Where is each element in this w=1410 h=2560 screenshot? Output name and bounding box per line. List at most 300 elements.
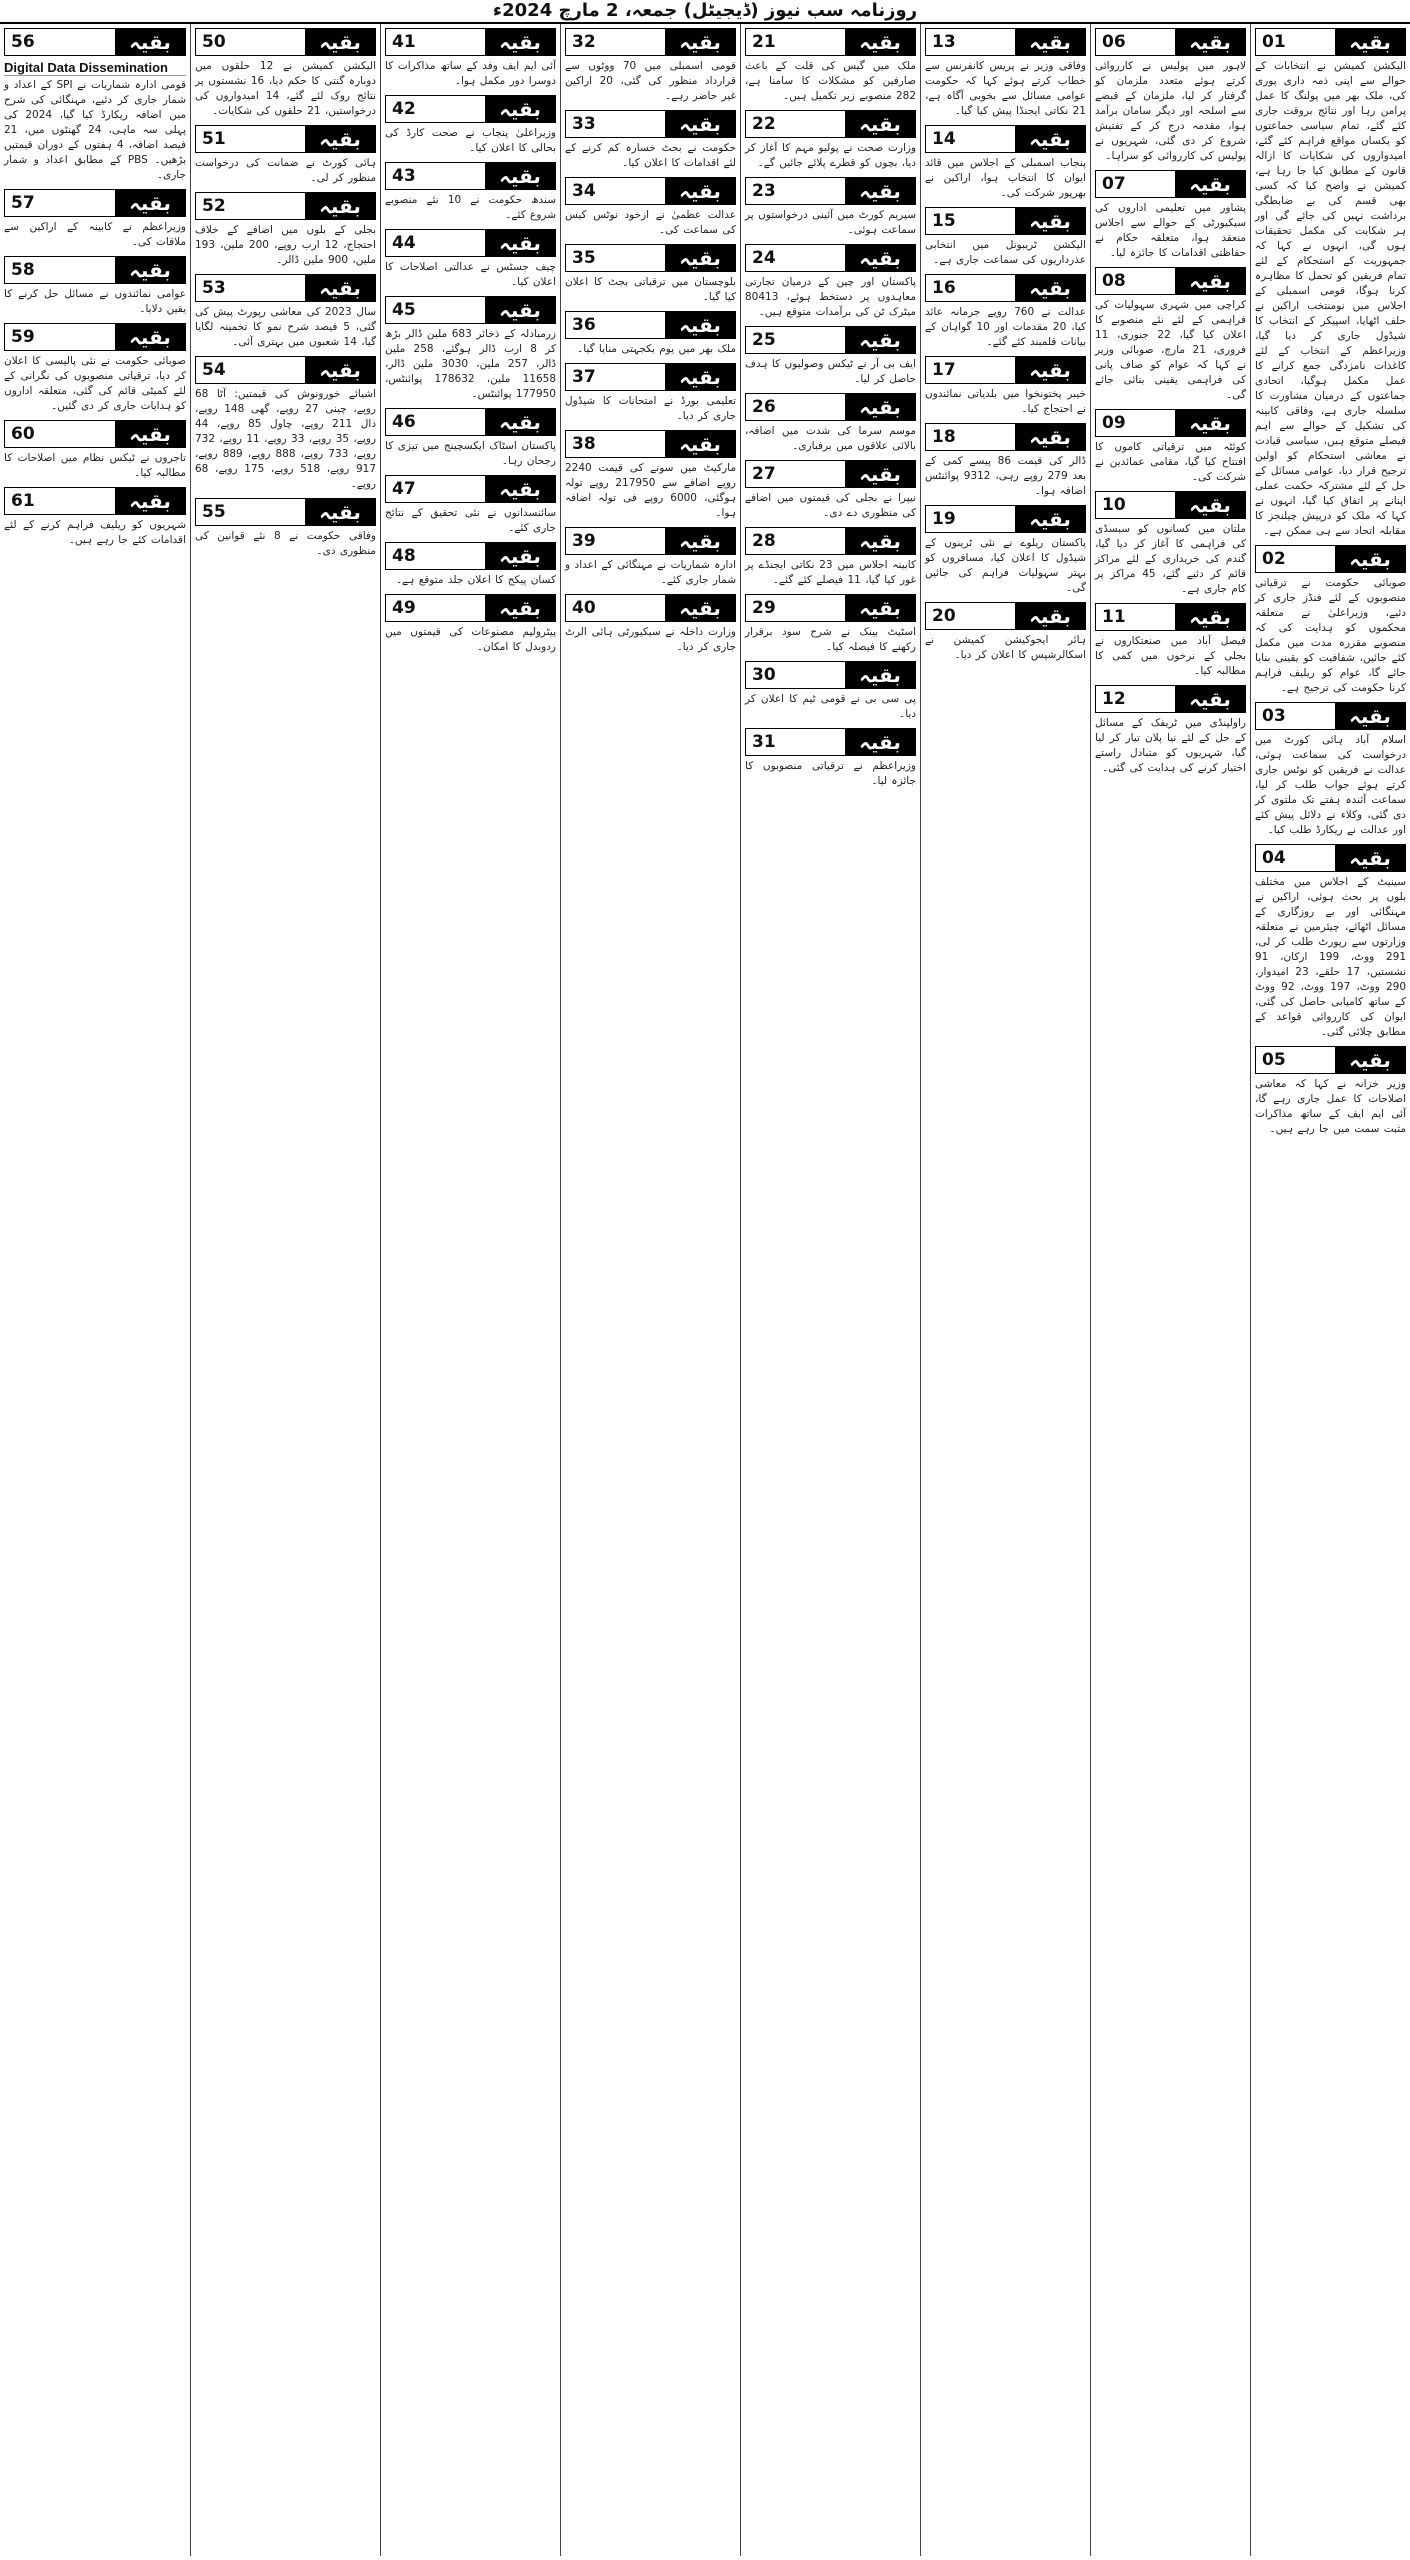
continuation-header xyxy=(745,728,916,756)
continuation-block xyxy=(925,602,1086,663)
continuation-text: سپریم کورٹ میں آئینی درخواستوں پر سماعت ہوئی۔ xyxy=(745,209,916,236)
continuation-text: شہریوں کو ریلیف فراہم کرنے کے لئے اقدامات کئے جا رہے ہیں۔ xyxy=(4,519,186,546)
continuation-number: 49 xyxy=(392,598,416,618)
continuation-block xyxy=(745,110,916,171)
continuation-block xyxy=(745,728,916,789)
continuation-label: بقیہ xyxy=(485,595,555,621)
continuation-block xyxy=(745,177,916,238)
continuation-block xyxy=(565,363,736,424)
continuation-header xyxy=(385,408,556,436)
continuation-label: بقیہ xyxy=(845,528,915,554)
continuation-text: پاکستان اسٹاک ایکسچینج میں تیزی کا رجحان رہا۔ xyxy=(385,440,556,467)
continuation-text: عدالت نے 760 روپے جرمانہ عائد کیا، 20 مقدمات اور 10 گواہان کے بیانات قلمبند کئے گئے۔ xyxy=(925,306,1087,348)
continuation-number: 17 xyxy=(932,360,956,380)
continuation-label: بقیہ xyxy=(485,409,555,435)
continuation-label: بقیہ xyxy=(485,297,555,323)
continuation-number: 10 xyxy=(1102,495,1126,515)
continuation-label: بقیہ xyxy=(845,327,915,353)
continuation-text: سال 2023 کی معاشی رپورٹ پیش کی گئی، 5 فیصد شرح نمو کا تخمینہ لگایا گیا، 14 شعبوں میں بہتری آئی۔ xyxy=(195,306,377,348)
continuation-label: بقیہ xyxy=(305,499,375,525)
continuation-text: کراچی میں شہری سہولیات کی فراہمی کے لئے نئے منصوبے کا اعلان کیا گیا، 22 جنوری، 11 فروری، 21 مارچ، صوبائی وزیر نے کہا کہ عوام کو صاف پانی کی فراہمی یقینی بنائی جائے گی۔ xyxy=(1095,299,1246,401)
continuation-text: وفاقی وزیر نے پریس کانفرنس سے خطاب کرتے ہوئے کہا کہ حکومت عوامی مسائل سے بخوبی آگاہ ہے، 21 نکاتی ایجنڈا پیش کیا گیا۔ xyxy=(925,60,1086,117)
continuation-text: مارکیٹ میں سونے کی قیمت 2240 روپے اضافے سے 217950 روپے تولہ ہوگئی، 6000 روپے فی تولہ اضافہ ہوا۔ xyxy=(565,462,736,519)
continuation-number: 48 xyxy=(392,546,416,566)
continuation-label: بقیہ xyxy=(305,193,375,219)
continuation-label: بقیہ xyxy=(845,29,915,55)
continuation-header xyxy=(565,594,736,622)
continuation-header xyxy=(745,177,916,205)
continuation-block xyxy=(195,192,376,268)
continuation-block xyxy=(745,28,916,104)
continuation-label: بقیہ xyxy=(115,488,185,514)
continuation-header xyxy=(4,487,186,515)
continuation-number: 51 xyxy=(202,129,226,149)
continuation-header xyxy=(925,125,1086,153)
continuation-number: 23 xyxy=(752,181,776,201)
continuation-header xyxy=(745,460,916,488)
continuation-block xyxy=(925,423,1086,499)
continuation-label: بقیہ xyxy=(485,29,555,55)
continuation-label: بقیہ xyxy=(1015,126,1085,152)
continuation-text: فیصل آباد میں صنعتکاروں نے بجلی کے نرخوں میں کمی کا مطالبہ کیا۔ xyxy=(1095,635,1246,677)
continuation-label: بقیہ xyxy=(1015,603,1085,629)
column-1 xyxy=(1250,24,1410,2556)
column-4 xyxy=(740,24,920,2556)
column-7 xyxy=(190,24,380,2556)
digital-data-heading: Digital Data Dissemination xyxy=(4,60,186,76)
continuation-text: ادارہ شماریات نے مہنگائی کے اعداد و شمار جاری کئے۔ xyxy=(565,559,736,586)
continuation-number: 37 xyxy=(572,367,596,387)
continuation-text: زرمبادلہ کے ذخائر 683 ملین ڈالر بڑھ کر 8 ارب ڈالر ہوگئے، 258 ملین ڈالر، 257 ملین، 3030 ملین ڈالر، 11658 ملین، 178632 پوائنٹس، 177950 پوائنٹس۔ xyxy=(385,328,556,400)
continuation-header xyxy=(385,229,556,257)
continuation-block xyxy=(565,28,736,104)
continuation-block xyxy=(4,189,186,250)
continuation-number: 27 xyxy=(752,464,776,484)
continuation-block xyxy=(565,244,736,305)
continuation-header xyxy=(565,28,736,56)
continuation-number: 59 xyxy=(11,327,35,347)
continuation-number: 41 xyxy=(392,32,416,52)
continuation-text: وزیراعظم نے ترقیاتی منصوبوں کا جائزہ لیا۔ xyxy=(745,760,916,787)
continuation-text: ملک بھر میں یوم یکجہتی منایا گیا۔ xyxy=(577,343,736,355)
continuation-label: بقیہ xyxy=(1335,29,1405,55)
continuation-number: 45 xyxy=(392,300,416,320)
continuation-block xyxy=(745,594,916,655)
continuation-block xyxy=(195,274,376,350)
continuation-number: 42 xyxy=(392,99,416,119)
continuation-label: بقیہ xyxy=(665,178,735,204)
masthead: روزنامہ سب نیوز (ڈیجیٹل) جمعہ، 2 مارچ 2024ء xyxy=(0,0,1410,24)
continuation-number: 02 xyxy=(1262,549,1286,569)
continuation-text: الیکشن کمیشن نے 12 حلقوں میں دوبارہ گنتی کا حکم دیا، 16 نشستوں پر نتائج روک لئے گئے، 14 امیدواروں کی درخواستیں، 21 حلقوں کی شکایات۔ xyxy=(195,60,377,117)
continuation-text: وزارت داخلہ نے سیکیورٹی ہائی الرٹ جاری کر دیا۔ xyxy=(565,626,736,653)
continuation-header xyxy=(565,177,736,205)
continuation-number: 29 xyxy=(752,598,776,618)
continuation-header xyxy=(565,110,736,138)
continuation-number: 39 xyxy=(572,531,596,551)
continuation-text: پشاور میں تعلیمی اداروں کی سیکیورٹی کے حوالے سے اجلاس منعقد ہوا، متعلقہ حکام نے حفاظتی اقدامات کا جائزہ لیا۔ xyxy=(1095,202,1246,259)
continuation-text: الیکشن ٹریبونل میں انتخابی عذرداریوں کی سماعت جاری ہے۔ xyxy=(925,239,1086,266)
continuation-text: تعلیمی بورڈ نے امتحانات کا شیڈول جاری کر دیا۔ xyxy=(565,395,736,422)
continuation-number: 31 xyxy=(752,732,776,752)
continuation-number: 04 xyxy=(1262,848,1286,868)
continuation-block xyxy=(1095,170,1246,261)
continuation-label: بقیہ xyxy=(845,245,915,271)
continuation-text: پی سی بی نے قومی ٹیم کا اعلان کر دیا۔ xyxy=(745,693,916,720)
continuation-text: راولپنڈی میں ٹریفک کے مسائل کے حل کے لئے نیا پلان تیار کر لیا گیا، شہریوں کو متبادل راستے اختیار کرنے کی ہدایت کی گئی۔ xyxy=(1095,717,1246,774)
continuation-number: 35 xyxy=(572,248,596,268)
continuation-text: وزیراعلیٰ پنجاب نے صحت کارڈ کی بحالی کا اعلان کیا۔ xyxy=(385,127,556,154)
continuation-number: 56 xyxy=(11,32,35,52)
continuation-block xyxy=(4,420,186,481)
continuation-block xyxy=(745,244,916,320)
continuation-block xyxy=(1095,685,1246,776)
continuation-number: 43 xyxy=(392,166,416,186)
continuation-header xyxy=(4,420,186,448)
continuation-number: 54 xyxy=(202,360,226,380)
continuation-label: بقیہ xyxy=(845,111,915,137)
continuation-number: 01 xyxy=(1262,32,1286,52)
continuation-block xyxy=(1095,491,1246,597)
continuation-header xyxy=(195,28,376,56)
continuation-header xyxy=(385,542,556,570)
continuation-text: پاکستان اور چین کے درمیان تجارتی معاہدوں پر دستخط ہوئے، 80413 میٹرک ٹن کی برآمدات متوقع ہیں۔ xyxy=(745,276,916,318)
continuation-block xyxy=(385,296,556,402)
column-2 xyxy=(1090,24,1250,2556)
continuation-number: 52 xyxy=(202,196,226,216)
continuation-header xyxy=(745,661,916,689)
continuation-label: بقیہ xyxy=(1335,845,1405,871)
continuation-number: 08 xyxy=(1102,271,1126,291)
continuation-block xyxy=(385,95,556,156)
column-3 xyxy=(920,24,1090,2556)
continuation-header xyxy=(745,28,916,56)
continuation-header xyxy=(4,256,186,284)
continuation-header xyxy=(745,326,916,354)
continuation-text: صوبائی حکومت نے نئی پالیسی کا اعلان کر دیا، ترقیاتی منصوبوں کی نگرانی کے لئے کمیٹی قائم کی گئی، متعلقہ اداروں کو ہدایات جاری کر دی گئیں۔ xyxy=(4,355,186,412)
continuation-block xyxy=(565,177,736,238)
continuation-number: 32 xyxy=(572,32,596,52)
continuation-number: 53 xyxy=(202,278,226,298)
continuation-block xyxy=(1255,844,1406,1040)
continuation-label: بقیہ xyxy=(845,461,915,487)
continuation-number: 03 xyxy=(1262,706,1286,726)
continuation-text: وزیراعظم نے کابینہ کے اراکین سے ملاقات کی۔ xyxy=(4,221,186,248)
continuation-label: بقیہ xyxy=(1175,29,1245,55)
continuation-number: 18 xyxy=(932,427,956,447)
continuation-label: بقیہ xyxy=(1175,410,1245,436)
continuation-label: بقیہ xyxy=(845,729,915,755)
continuation-label: بقیہ xyxy=(845,595,915,621)
continuation-header xyxy=(565,244,736,272)
continuation-label: بقیہ xyxy=(665,595,735,621)
continuation-label: بقیہ xyxy=(115,190,185,216)
continuation-text: چیف جسٹس نے عدالتی اصلاحات کا اعلان کیا۔ xyxy=(385,261,556,288)
continuation-text: صوبائی حکومت نے ترقیاتی منصوبوں کے لئے فنڈز جاری کر دئیے، وزیراعلیٰ نے متعلقہ محکموں کو ہدایت کی کہ منصوبے مقررہ مدت میں مکمل کئے جائیں، شفافیت کو یقینی بنایا جائے گا، عوام کو ریلیف فراہم کرنا حکومت کی ترجیح ہے۔ xyxy=(1255,577,1406,694)
continuation-text: لاہور میں پولیس نے کارروائی کرتے ہوئے متعدد ملزمان کو گرفتار کر لیا، ملزمان کے قبضے سے اسلحہ اور دیگر سامان برآمد ہوا، مقدمہ درج کر کے تفتیش شروع کر دی گئی، شہریوں نے پولیس کی کارروائی کو سراہا۔ xyxy=(1095,60,1246,162)
continuation-label: بقیہ xyxy=(665,111,735,137)
continuation-header xyxy=(1255,28,1406,56)
continuation-label: بقیہ xyxy=(485,96,555,122)
continuation-text: خیبر پختونخوا میں بلدیاتی نمائندوں نے احتجاج کیا۔ xyxy=(925,388,1086,415)
continuation-header xyxy=(925,356,1086,384)
continuation-header xyxy=(385,475,556,503)
continuation-block xyxy=(925,125,1086,201)
continuation-label: بقیہ xyxy=(305,357,375,383)
continuation-header xyxy=(4,323,186,351)
continuation-block xyxy=(1095,409,1246,485)
continuation-text: وزارت صحت نے پولیو مہم کا آغاز کر دیا، بچوں کو قطرے پلائے جائیں گے۔ xyxy=(745,142,916,169)
continuation-number: 33 xyxy=(572,114,596,134)
continuation-text: ہائر ایجوکیشن کمیشن نے اسکالرشپس کا اعلان کر دیا۔ xyxy=(925,634,1086,661)
continuation-header xyxy=(745,393,916,421)
continuation-text: قومی اسمبلی میں 70 ووٹوں سے قرارداد منظور کی گئی، 20 اراکین غیر حاضر رہے۔ xyxy=(565,60,736,102)
continuation-header xyxy=(1095,603,1246,631)
continuation-block xyxy=(745,326,916,387)
continuation-block xyxy=(1095,267,1246,403)
continuation-block xyxy=(195,498,376,559)
continuation-label: بقیہ xyxy=(485,476,555,502)
continuation-block xyxy=(1255,1046,1406,1137)
continuation-label: بقیہ xyxy=(665,312,735,338)
continuation-text: ایف بی آر نے ٹیکس وصولیوں کا ہدف حاصل کر لیا۔ xyxy=(745,358,916,385)
continuation-label: بقیہ xyxy=(665,528,735,554)
continuation-block xyxy=(565,430,736,521)
continuation-block xyxy=(925,274,1086,350)
continuation-text: قومی ادارہ شماریات نے SPI کے اعداد و شمار جاری کر دئیے، مہنگائی کی شرح میں اضافہ ریکارڈ کیا گیا، 2024 کی پہلی سہ ماہی، 24 گھنٹوں میں، 21 فیصد اضافہ، 4 ہفتوں کے دوران قیمتیں بڑھیں۔ PBS کے مطابق اعداد و شمار جاری۔ xyxy=(4,79,187,181)
continuation-label: بقیہ xyxy=(115,29,185,55)
continuation-header xyxy=(385,95,556,123)
continuation-text: سائنسدانوں نے نئی تحقیق کے نتائج جاری کئے۔ xyxy=(385,507,556,534)
continuation-header xyxy=(1095,491,1246,519)
continuation-text: کابینہ اجلاس میں 23 نکاتی ایجنڈے پر غور کیا گیا، 11 فیصلے کئے گئے۔ xyxy=(745,559,916,586)
continuation-block xyxy=(925,28,1086,119)
continuation-number: 21 xyxy=(752,32,776,52)
continuation-block xyxy=(385,542,556,588)
continuation-number: 40 xyxy=(572,598,596,618)
continuation-header xyxy=(195,274,376,302)
continuation-label: بقیہ xyxy=(1175,604,1245,630)
continuation-number: 09 xyxy=(1102,413,1126,433)
continuation-label: بقیہ xyxy=(845,394,915,420)
continuation-header xyxy=(195,125,376,153)
continuation-header xyxy=(925,274,1086,302)
continuation-block xyxy=(1255,545,1406,696)
continuation-number: 55 xyxy=(202,502,226,522)
continuation-number: 24 xyxy=(752,248,776,268)
continuation-text: پنجاب اسمبلی کے اجلاس میں قائد ایوان کا انتخاب ہوا، اراکین نے بھرپور شرکت کی۔ xyxy=(925,157,1086,199)
continuation-block xyxy=(565,311,736,357)
continuation-header xyxy=(1095,170,1246,198)
continuation-label: بقیہ xyxy=(1015,275,1085,301)
continuation-label: بقیہ xyxy=(485,230,555,256)
continuation-text: بجلی کے بلوں میں اضافے کے خلاف احتجاج، 12 ارب روپے، 200 ملین، 193 ملین، 900 ملین ڈالر۔ xyxy=(195,224,376,266)
continuation-number: 15 xyxy=(932,211,956,231)
continuation-block xyxy=(745,393,916,454)
column-6 xyxy=(380,24,560,2556)
continuation-label: بقیہ xyxy=(305,29,375,55)
continuation-text: عدالت عظمیٰ نے ازخود نوٹس کیس کی سماعت کی۔ xyxy=(565,209,736,236)
continuation-header xyxy=(925,28,1086,56)
continuation-header xyxy=(4,28,186,56)
continuation-number: 30 xyxy=(752,665,776,685)
continuation-block xyxy=(385,475,556,536)
continuation-header xyxy=(1095,409,1246,437)
continuation-header xyxy=(925,207,1086,235)
continuation-number: 19 xyxy=(932,509,956,529)
continuation-block xyxy=(385,28,556,89)
continuation-number: 44 xyxy=(392,233,416,253)
continuation-text: ڈالر کی قیمت 86 پیسے کمی کے بعد 279 روپے رہی، 9312 پوائنٹس اضافہ ہوا۔ xyxy=(925,455,1087,497)
continuation-label: بقیہ xyxy=(1175,171,1245,197)
continuation-label: بقیہ xyxy=(485,163,555,189)
continuation-block xyxy=(195,356,376,492)
continuation-block xyxy=(1095,28,1246,164)
continuation-label: بقیہ xyxy=(1015,357,1085,383)
continuation-header xyxy=(925,505,1086,533)
continuation-number: 07 xyxy=(1102,174,1126,194)
continuation-number: 12 xyxy=(1102,689,1126,709)
continuation-label: بقیہ xyxy=(115,421,185,447)
continuation-header xyxy=(1255,545,1406,573)
continuation-header xyxy=(1095,685,1246,713)
continuation-number: 22 xyxy=(752,114,776,134)
continuation-text: آئی ایم ایف وفد کے ساتھ مذاکرات کا دوسرا دور مکمل ہوا۔ xyxy=(385,60,556,87)
continuation-number: 28 xyxy=(752,531,776,551)
continuation-block xyxy=(925,505,1086,596)
continuation-number: 46 xyxy=(392,412,416,432)
continuation-label: بقیہ xyxy=(1015,29,1085,55)
continuation-block xyxy=(4,487,186,548)
column-8 xyxy=(0,24,190,2556)
continuation-block xyxy=(385,408,556,469)
continuation-header xyxy=(1095,28,1246,56)
continuation-number: 16 xyxy=(932,278,956,298)
continuation-text: موسم سرما کی شدت میں اضافہ، بالائی علاقوں میں برفباری۔ xyxy=(745,425,916,452)
continuation-text: پاکستان ریلوے نے نئی ٹرینوں کے شیڈول کا اعلان کیا، مسافروں کو بہتر سہولیات فراہم کی جائیں گی۔ xyxy=(925,537,1086,594)
continuation-label: بقیہ xyxy=(115,324,185,350)
continuation-label: بقیہ xyxy=(1335,703,1405,729)
continuation-label: بقیہ xyxy=(305,275,375,301)
continuation-text: وفاقی حکومت نے 8 نئے قوانین کی منظوری دی۔ xyxy=(195,530,376,557)
continuation-number: 34 xyxy=(572,181,596,201)
continuation-number: 47 xyxy=(392,479,416,499)
continuation-header xyxy=(925,423,1086,451)
column-5 xyxy=(560,24,740,2556)
continuation-header xyxy=(565,430,736,458)
continuation-label: بقیہ xyxy=(1175,492,1245,518)
continuation-header xyxy=(1255,1046,1406,1074)
continuation-number: 26 xyxy=(752,397,776,417)
continuation-header xyxy=(565,311,736,339)
continuation-block xyxy=(4,323,186,414)
continuation-header xyxy=(4,189,186,217)
continuation-number: 57 xyxy=(11,193,35,213)
continuation-header xyxy=(385,162,556,190)
continuation-label: بقیہ xyxy=(665,245,735,271)
continuation-text: حکومت نے بجٹ خسارہ کم کرنے کے لئے اقدامات کا اعلان کیا۔ xyxy=(565,142,736,169)
continuation-number: 13 xyxy=(932,32,956,52)
continuation-label: بقیہ xyxy=(485,543,555,569)
continuation-number: 25 xyxy=(752,330,776,350)
continuation-number: 58 xyxy=(11,260,35,280)
continuation-label: بقیہ xyxy=(115,257,185,283)
continuation-block xyxy=(745,527,916,588)
continuation-label: بقیہ xyxy=(1015,506,1085,532)
continuation-label: بقیہ xyxy=(665,29,735,55)
continuation-label: بقیہ xyxy=(845,178,915,204)
continuation-number: 20 xyxy=(932,606,956,626)
continuation-block xyxy=(745,460,916,521)
continuation-text: تاجروں نے ٹیکس نظام میں اصلاحات کا مطالبہ کیا۔ xyxy=(4,452,186,479)
continuation-block xyxy=(565,594,736,655)
continuation-header xyxy=(925,602,1086,630)
continuation-block xyxy=(1255,28,1406,539)
continuation-block xyxy=(4,256,186,317)
continuation-block xyxy=(565,527,736,588)
continuation-block xyxy=(385,594,556,655)
continuation-header xyxy=(385,296,556,324)
continuation-label: بقیہ xyxy=(1175,686,1245,712)
continuation-block xyxy=(925,356,1086,417)
continuation-text: بلوچستان میں ترقیاتی بجٹ کا اعلان کیا گیا۔ xyxy=(565,276,736,303)
continuation-text: اشیائے خورونوش کی قیمتیں: آٹا 68 روپے، چینی 27 روپے، گھی 148 روپے، دال 211 روپے، چاول 85 روپے، 44 روپے، 35 روپے، 33 روپے، 11 روپے، 732 روپے، 733 روپے، 888 روپے، 889 روپے، 917 روپے، 518 روپے، 175 روپے، 68 روپے۔ xyxy=(195,388,377,490)
continuation-number: 38 xyxy=(572,434,596,454)
continuation-block xyxy=(1095,603,1246,679)
continuation-text: ملک میں گیس کی قلت کے باعث صارفین کو مشکلات کا سامنا ہے، 282 منصوبے زیر تکمیل ہیں۔ xyxy=(745,60,916,102)
continuation-text: اسلام آباد ہائی کورٹ میں درخواست کی سماعت ہوئی، عدالت نے فریقین کو نوٹس جاری کرتے ہوئے جواب طلب کر لیا، سماعت آئندہ ہفتے تک ملتوی کر دی گئی، وکلاء نے دلائل پیش کئے اور عدالت نے ریکارڈ طلب کیا۔ xyxy=(1255,734,1406,836)
continuation-text: اسٹیٹ بینک نے شرح سود برقرار رکھنے کا فیصلہ کیا۔ xyxy=(745,626,916,653)
continuation-label: بقیہ xyxy=(1335,546,1405,572)
continuation-text: وزیر خزانہ نے کہا کہ معاشی اصلاحات کا عمل جاری رہے گا، آئی ایم ایف کے ساتھ مذاکرات مثبت سمت میں جا رہے ہیں۔ xyxy=(1255,1078,1406,1135)
continuation-header xyxy=(745,594,916,622)
continuation-text: کوئٹہ میں ترقیاتی کاموں کا افتتاح کیا گیا، مقامی عمائدین نے شرکت کی۔ xyxy=(1095,441,1246,483)
continuation-block xyxy=(745,661,916,722)
continuation-label: بقیہ xyxy=(665,431,735,457)
continuation-header xyxy=(565,363,736,391)
continuation-number: 06 xyxy=(1102,32,1126,52)
continuation-text: پیٹرولیم مصنوعات کی قیمتوں میں ردوبدل کا امکان۔ xyxy=(385,626,556,653)
continuation-label: بقیہ xyxy=(845,662,915,688)
continuation-number: 05 xyxy=(1262,1050,1286,1070)
continuation-number: 60 xyxy=(11,424,35,444)
continuation-header xyxy=(745,110,916,138)
continuation-block xyxy=(385,162,556,223)
continuation-number: 61 xyxy=(11,491,35,511)
continuation-number: 14 xyxy=(932,129,956,149)
continuation-text: سندھ حکومت نے 10 نئے منصوبے شروع کئے۔ xyxy=(385,194,556,221)
continuation-header xyxy=(385,594,556,622)
continuation-header xyxy=(385,28,556,56)
continuation-header xyxy=(745,527,916,555)
continuation-block xyxy=(4,28,186,183)
continuation-header xyxy=(1095,267,1246,295)
continuation-header xyxy=(565,527,736,555)
continuation-label: بقیہ xyxy=(305,126,375,152)
continuation-block xyxy=(565,110,736,171)
continuation-label: بقیہ xyxy=(1335,1047,1405,1073)
continuation-label: بقیہ xyxy=(1015,424,1085,450)
continuation-label: بقیہ xyxy=(1015,208,1085,234)
continuation-text: ملتان میں کسانوں کو سبسڈی کی فراہمی کا آغاز کر دیا گیا، گندم کی خریداری کے لئے مراکز قائم کر دئیے گئے، 45 مراکز پر کام جاری ہے۔ xyxy=(1095,523,1246,595)
continuation-block xyxy=(1255,702,1406,838)
continuation-text: سینیٹ کے اجلاس میں مختلف بلوں پر بحث ہوئی، اراکین نے مہنگائی اور بے روزگاری کے مسائل اٹھائے، چیئرمین نے متعلقہ وزارتوں سے رپورٹ طلب کر لی، 291 ووٹ، 199 ارکان، 91 نشستیں، 17 حلقے، 23 امیدوار، 290 ووٹ، 197 ووٹ، 92 ووٹ کے ساتھ کامیابی حاصل کی گئی، ایوان کی کارروائی قواعد کے مطابق چلائی گئی۔ xyxy=(1255,876,1407,1038)
continuation-label: بقیہ xyxy=(1175,268,1245,294)
continuation-text: نیپرا نے بجلی کی قیمتوں میں اضافے کی منظوری دے دی۔ xyxy=(745,492,916,519)
continuation-header xyxy=(195,498,376,526)
continuation-block xyxy=(385,229,556,290)
continuation-block xyxy=(195,125,376,186)
